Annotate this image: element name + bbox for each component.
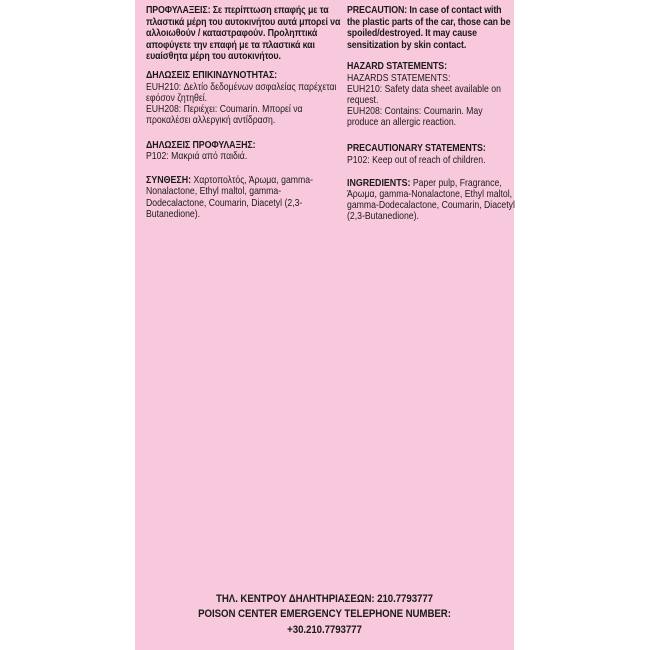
english-hazard-line-euh210: EUH210: Safety data sheet available on request.: [347, 83, 501, 106]
english-precaution-text: In case of contact with the plastic parts of the car, those can be spoiled/destroyed. It may cause sensitization by skin contact.: [347, 5, 511, 51]
pink-label-panel: [135, 0, 514, 650]
english-precaution-paragraph: [347, 5, 516, 51]
greek-precautionary-line-p102: P102: Μακριά από παιδιά.: [146, 151, 248, 163]
english-precautionary-heading: PRECAUTIONARY STATEMENTS:: [347, 142, 486, 154]
poison-center-line-greek: ΤΗΛ. ΚΕΝΤΡΟΥ ΔΗΛΗΤΗΡΙΑΣΕΩΝ: 210.7793777: [216, 592, 433, 605]
poison-center-line-english: POISON CENTER EMERGENCY TELEPHONE NUMBER: +30.210.7793777: [198, 608, 451, 637]
english-precaution-lead: PRECAUTION:: [347, 5, 408, 16]
english-hazard-section: [347, 61, 516, 128]
english-hazard-heading: HAZARD STATEMENTS:: [347, 61, 447, 73]
greek-precaution-lead: ΠΡΟΦΥΛΑΞΕΙΣ:: [146, 5, 211, 16]
english-precautionary-section: [347, 143, 516, 166]
english-precautionary-line-p102: P102: Keep out of reach of children.: [347, 154, 486, 166]
greek-hazard-heading: ΔΗΛΩΣΕΙΣ ΕΠΙΚΙΝΔΥΝΟΤΗΤΑΣ:: [146, 69, 278, 81]
greek-hazard-line-euh210: EUH210: Δελτίο δεδομένων ασφαλείας παρέχεται εφόσον ζητηθεί.: [146, 81, 337, 104]
greek-precautionary-heading: ΔΗΛΩΣΕΙΣ ΠΡΟΦΥΛΑΞΗΣ:: [146, 139, 256, 151]
english-column: [347, 3, 516, 222]
greek-precaution-text: Σε περίπτωση επαφής με τα πλαστικά μέρη του αυτοκινήτου αυτά μπορεί να αλλοιωθούν / καταστραφούν. Προληπτικά αποφύγετε την επαφή με τα πλαστικά και ευαίσθητα μέρη του αυτοκινήτου.: [146, 5, 341, 63]
greek-hazard-line-euh208: EUH208: Περιέχει: Coumarin. Μπορεί να προκαλέσει αλλεργική αντίδραση.: [146, 103, 303, 126]
greek-composition-paragraph: [146, 175, 340, 220]
english-ingredients-text: Paper pulp, Fragrance, Άρωμα, gamma-Nonalactone, Ethyl maltol, gamma-Dodecalactone, Coumarin, Diacetyl (2,3-Butanedione).: [347, 177, 515, 223]
greek-precautionary-section: [146, 140, 340, 163]
greek-precaution-paragraph: [146, 5, 340, 63]
english-hazard-line-euh208: EUH208: Contains: Coumarin. May produce an allergic reaction.: [347, 105, 483, 128]
english-hazard-subheading: HAZARDS STATEMENTS:: [347, 72, 451, 84]
poison-center-footer: [162, 592, 488, 639]
greek-column: [146, 3, 340, 220]
english-ingredients-paragraph: [347, 178, 516, 223]
greek-composition-lead: ΣΥΝΘΕΣΗ:: [146, 175, 192, 187]
greek-hazard-section: [146, 70, 340, 126]
greek-composition-text: Χαρτοπολτός, Άρωμα, gamma-Nonalactone, Ethyl maltol, gamma-Dodecalactone, Coumarin, Diacetyl (2,3-Butanedione).: [146, 175, 313, 220]
english-ingredients-lead: INGREDIENTS:: [347, 177, 411, 189]
